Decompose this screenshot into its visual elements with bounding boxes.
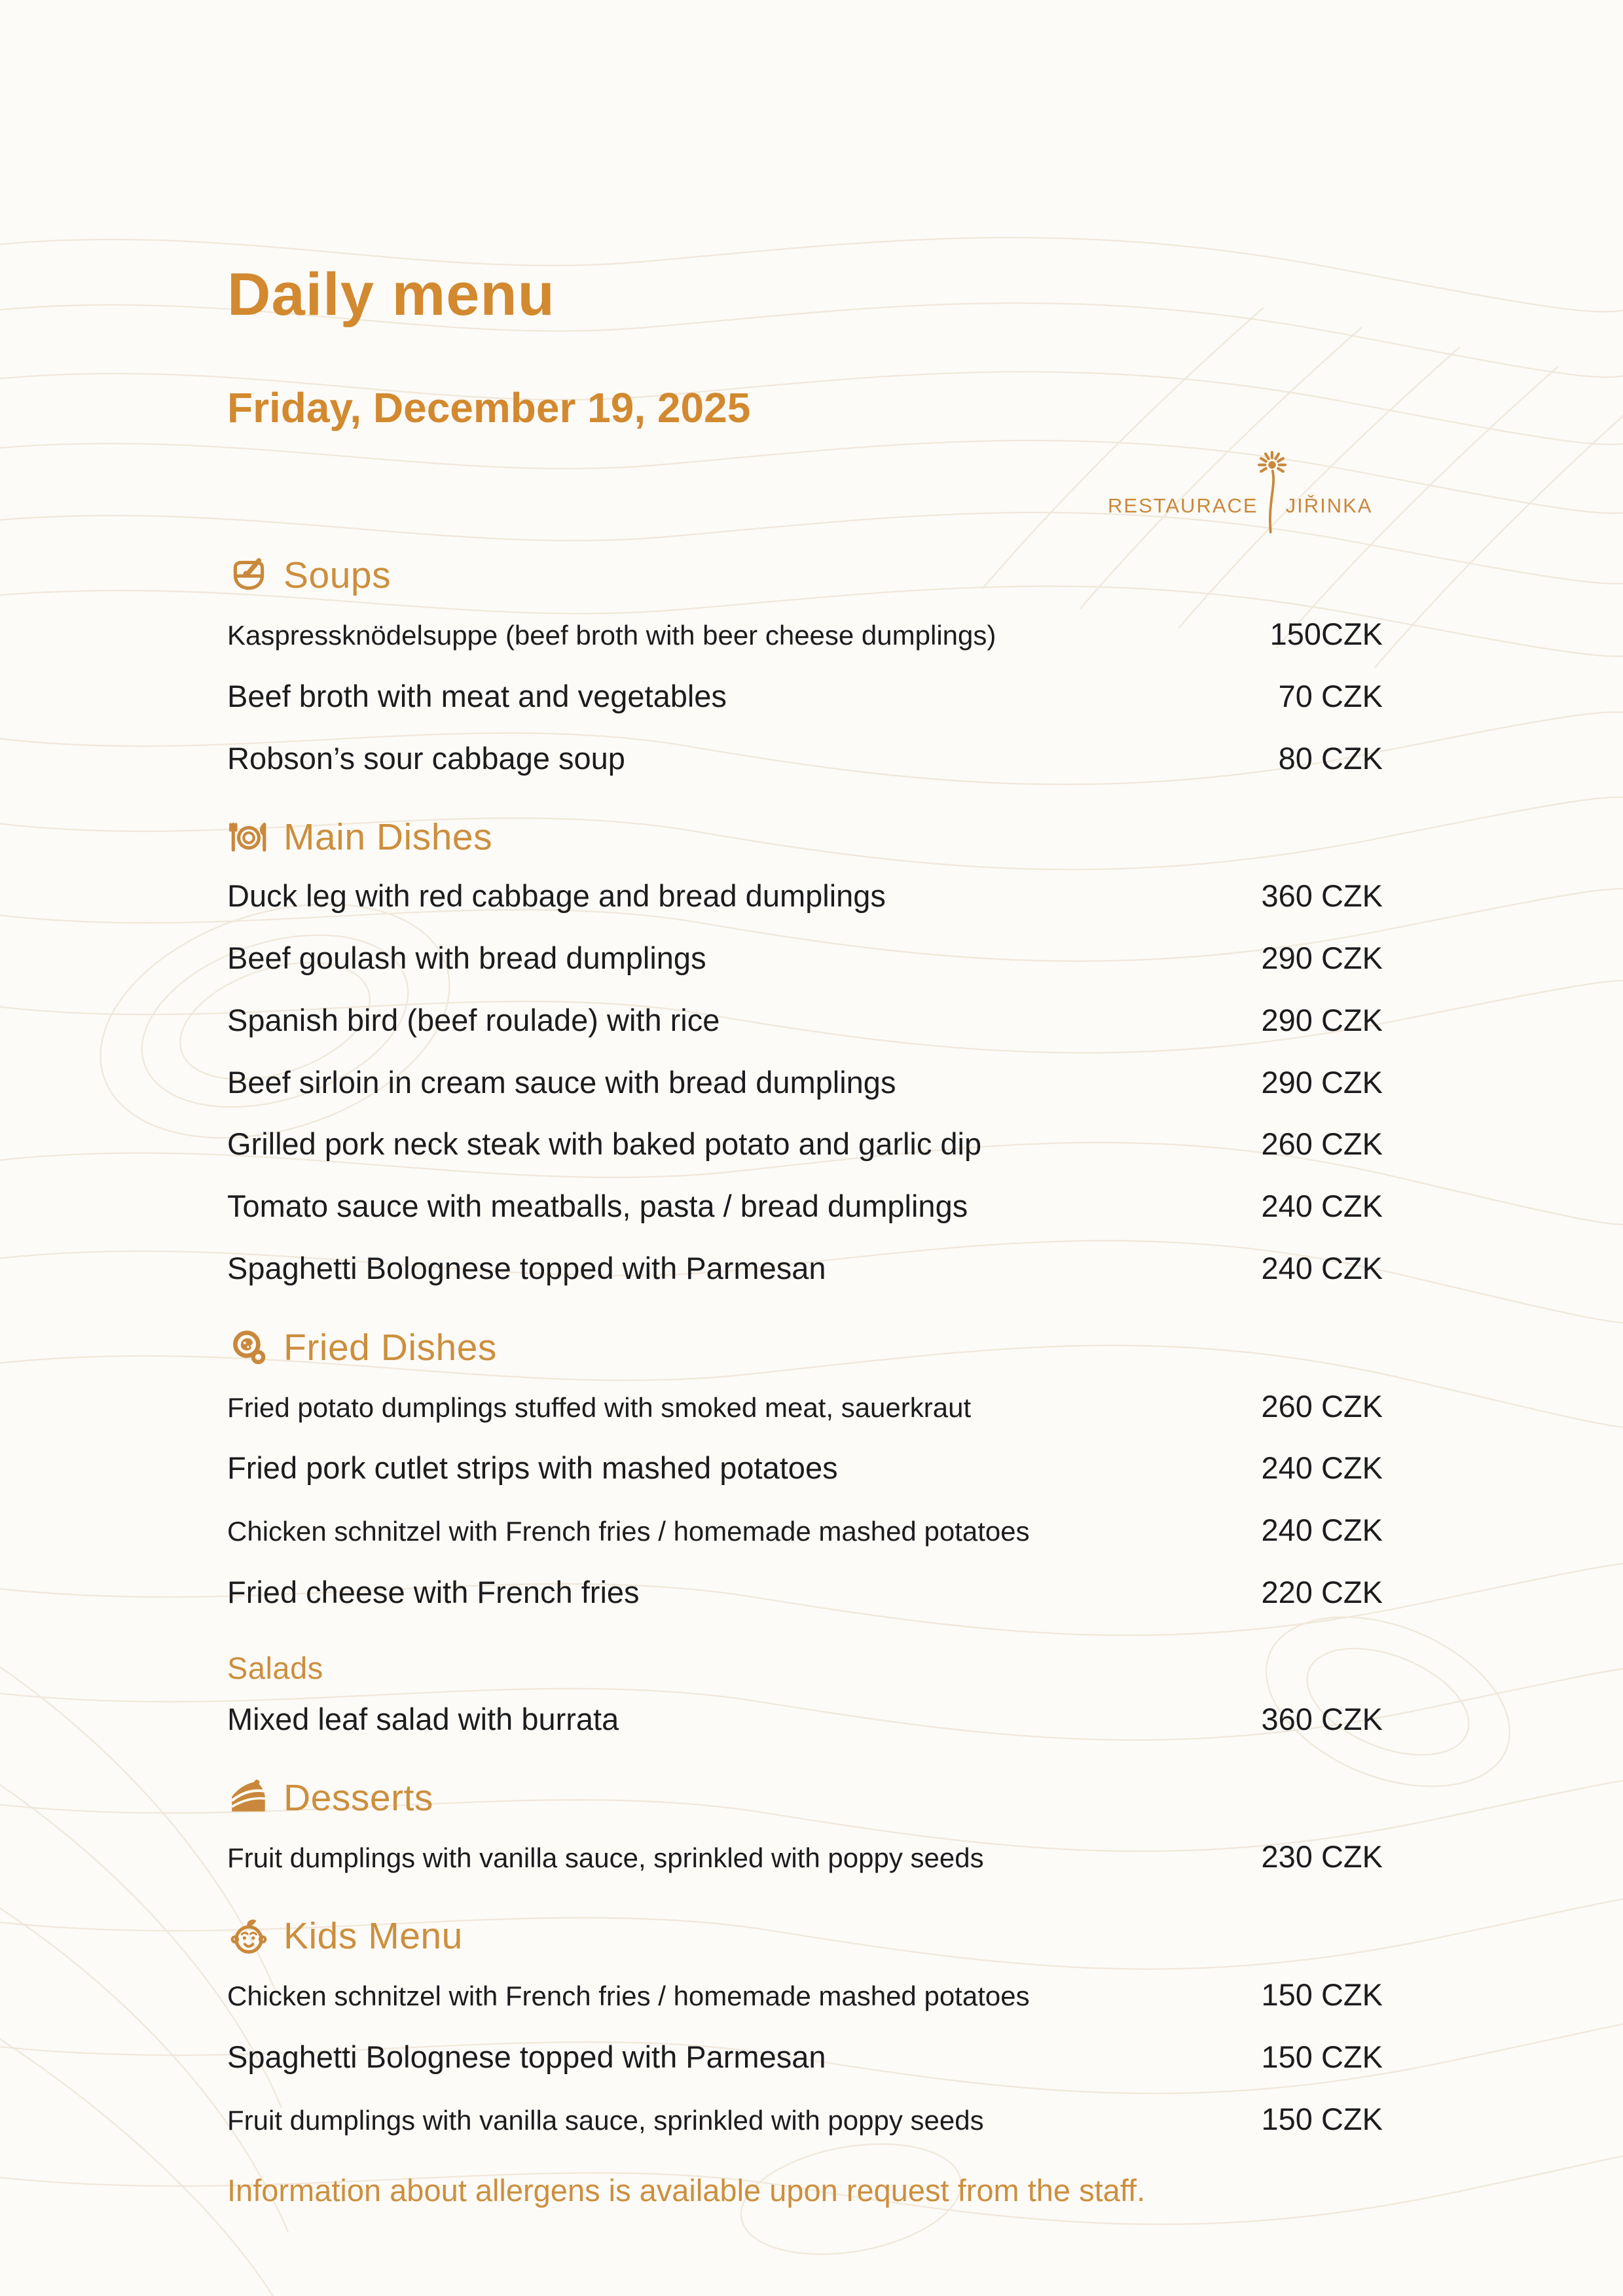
section-items bbox=[227, 1689, 1383, 1751]
item-price: 360 CZK bbox=[1261, 1701, 1383, 1736]
item-name: Beef broth with meat and vegetables bbox=[227, 678, 727, 713]
item-name: Kaspressknödelsuppe (beef broth with beer cheese dumplings) bbox=[227, 620, 996, 651]
item-price: 240 CZK bbox=[1261, 1189, 1383, 1223]
dahlia-flower-icon bbox=[1258, 492, 1286, 520]
section-heading bbox=[227, 1914, 1383, 1958]
menu-item bbox=[227, 1689, 1383, 1751]
menu-item bbox=[227, 1113, 1383, 1175]
item-name: Mixed leaf salad with burrata bbox=[227, 1701, 619, 1736]
item-price: 80 CZK bbox=[1278, 740, 1383, 776]
menu-item bbox=[227, 1175, 1383, 1238]
section-label: Soups bbox=[283, 554, 392, 596]
item-price: 70 CZK bbox=[1278, 678, 1383, 713]
item-price: 150 CZK bbox=[1261, 2039, 1383, 2074]
menu-item bbox=[227, 1826, 1383, 1888]
item-price: 150CZK bbox=[1269, 617, 1383, 651]
menu-item bbox=[227, 666, 1383, 728]
section-label: Fried Dishes bbox=[283, 1326, 497, 1369]
menu-item bbox=[227, 1238, 1383, 1300]
item-price: 290 CZK bbox=[1261, 941, 1383, 975]
page-title: Daily menu bbox=[227, 261, 555, 328]
logo-text-jirinka: JIŘINKA bbox=[1285, 494, 1373, 517]
item-name: Beef goulash with bread dumplings bbox=[227, 941, 706, 975]
section-items bbox=[227, 603, 1383, 789]
item-name: Tomato sauce with meatballs, pasta / bread dumplings bbox=[227, 1189, 968, 1223]
soup-bowl-icon bbox=[227, 554, 270, 597]
item-price: 240 CZK bbox=[1261, 1250, 1383, 1285]
menu-item bbox=[227, 1376, 1383, 1438]
item-price: 240 CZK bbox=[1261, 1450, 1383, 1486]
item-name: Beef sirloin in cream sauce with bread dumplings bbox=[227, 1064, 896, 1100]
menu-item bbox=[227, 1437, 1383, 1499]
menu-sections bbox=[227, 554, 1383, 2150]
item-name: Chicken schnitzel with French fries / homemade mashed potatoes bbox=[227, 1981, 1030, 2011]
item-name: Duck leg with red cabbage and bread dumplings bbox=[227, 878, 886, 914]
plate-cutlery-icon bbox=[227, 816, 270, 859]
menu-item bbox=[227, 728, 1383, 790]
menu-section bbox=[227, 1650, 1383, 1751]
item-price: 260 CZK bbox=[1261, 1126, 1383, 1162]
item-name: Spaghetti Bolognese topped with Parmesan bbox=[227, 2039, 826, 2074]
menu-section bbox=[227, 1326, 1383, 1624]
item-price: 220 CZK bbox=[1261, 1574, 1383, 1609]
menu-item bbox=[227, 927, 1383, 990]
menu-item bbox=[227, 603, 1383, 666]
item-price: 150 CZK bbox=[1261, 2101, 1383, 2136]
menu-section bbox=[227, 1914, 1383, 2150]
menu-content bbox=[227, 545, 1383, 2208]
item-name: Robson’s sour cabbage soup bbox=[227, 740, 625, 776]
cake-slice-icon bbox=[227, 1776, 270, 1820]
item-price: 360 CZK bbox=[1261, 878, 1383, 914]
menu-section bbox=[227, 1776, 1383, 1888]
section-label: Desserts bbox=[283, 1777, 433, 1820]
section-items bbox=[227, 865, 1383, 1299]
menu-section bbox=[227, 554, 1383, 789]
menu-section bbox=[227, 816, 1383, 1299]
menu-item bbox=[227, 2089, 1383, 2151]
section-heading bbox=[227, 1776, 1383, 1820]
item-price: 290 CZK bbox=[1261, 1064, 1383, 1100]
item-name: Fried potato dumplings stuffed with smoked meat, sauerkraut bbox=[227, 1391, 972, 1423]
menu-item bbox=[227, 865, 1383, 927]
item-name: Grilled pork neck steak with baked potato and garlic dip bbox=[227, 1126, 982, 1162]
section-heading bbox=[227, 816, 1383, 859]
menu-item bbox=[227, 1964, 1383, 2026]
item-price: 240 CZK bbox=[1261, 1513, 1383, 1547]
section-items bbox=[227, 1964, 1383, 2150]
allergen-notice: Information about allergens is available upon request from the staff. bbox=[227, 2173, 1146, 2208]
section-label: Salads bbox=[227, 1650, 323, 1685]
section-label: Kids Menu bbox=[283, 1915, 463, 1957]
menu-item bbox=[227, 1562, 1383, 1624]
logo-text-restaurace: RESTAURACE bbox=[1108, 494, 1258, 517]
menu-item bbox=[227, 2026, 1383, 2089]
menu-item bbox=[227, 1052, 1383, 1114]
section-items bbox=[227, 1826, 1383, 1888]
item-name: Spaghetti Bolognese topped with Parmesan bbox=[227, 1250, 826, 1285]
item-price: 150 CZK bbox=[1261, 1977, 1383, 2012]
item-name: Fried cheese with French fries bbox=[227, 1574, 640, 1609]
section-label: Main Dishes bbox=[283, 816, 493, 859]
section-heading bbox=[227, 1326, 1383, 1369]
frying-pan-icon bbox=[227, 1326, 270, 1369]
restaurant-logo bbox=[1108, 492, 1372, 520]
item-name: Fried pork cutlet strips with mashed potatoes bbox=[227, 1450, 838, 1486]
menu-item bbox=[227, 1499, 1383, 1562]
item-name: Fruit dumplings with vanilla sauce, sprinkled with poppy seeds bbox=[227, 1842, 984, 1874]
menu-date: Friday, December 19, 2025 bbox=[227, 384, 751, 431]
menu-item bbox=[227, 990, 1383, 1052]
item-name: Spanish bird (beef roulade) with rice bbox=[227, 1002, 720, 1037]
item-name: Fruit dumplings with vanilla sauce, sprinkled with poppy seeds bbox=[227, 2104, 984, 2136]
item-price: 290 CZK bbox=[1261, 1002, 1383, 1037]
item-price: 230 CZK bbox=[1261, 1839, 1383, 1874]
item-name: Chicken schnitzel with French fries / homemade mashed potatoes bbox=[227, 1516, 1030, 1547]
section-heading bbox=[227, 554, 1383, 597]
item-price: 260 CZK bbox=[1261, 1388, 1383, 1424]
section-items bbox=[227, 1376, 1383, 1624]
baby-face-icon bbox=[227, 1914, 270, 1958]
section-heading bbox=[227, 1650, 1383, 1686]
